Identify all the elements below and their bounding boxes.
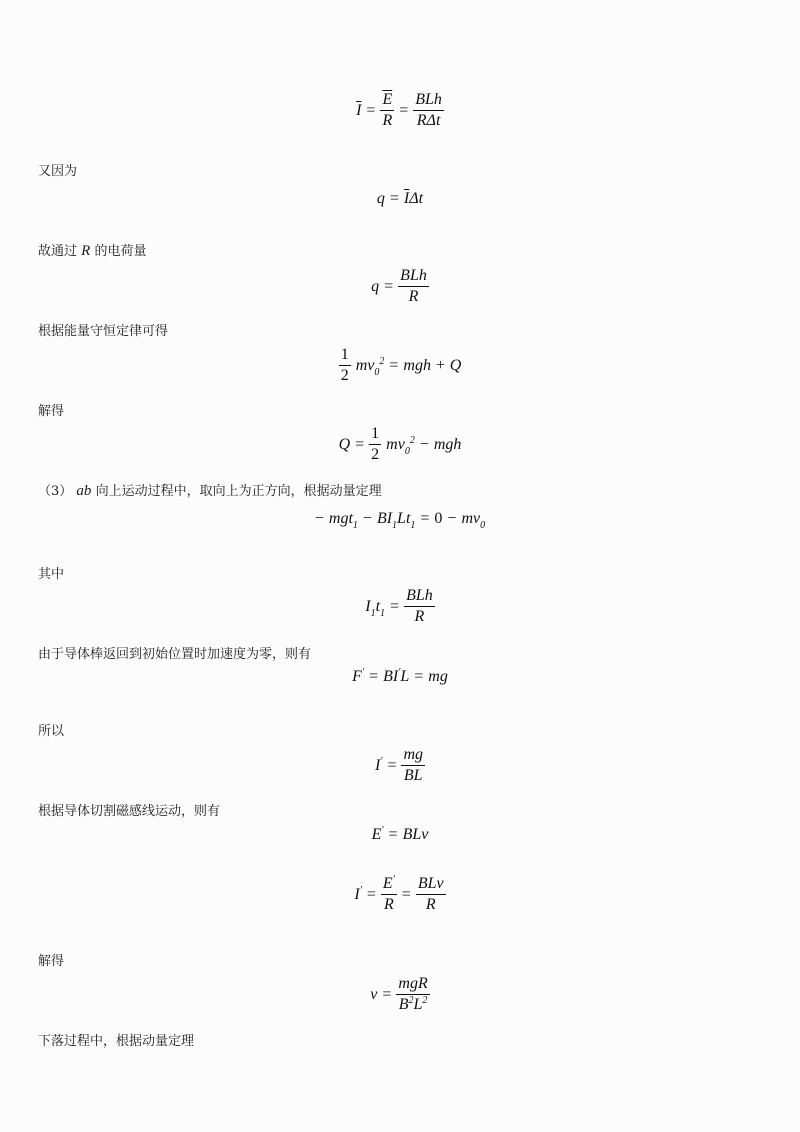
label-part-3 <box>38 480 382 500</box>
formula-impulse: $I_1t_1$ = $\frac{\text{BLh}}{R}$ <box>365 587 433 625</box>
label-cutting-field: 根据导体切割磁感线运动，则有 <box>38 804 221 819</box>
denominator: BL <box>403 767 423 784</box>
rhs: mgh + Q <box>403 356 462 374</box>
formula-charge-current: q = $\overline{I}\Delta t$ <box>376 190 424 207</box>
denominator: R <box>425 896 436 913</box>
formula-current-return: I' = $\frac{mg}{BL}$ <box>374 746 424 784</box>
subscript: 1 <box>380 607 386 619</box>
prime-mark: ' <box>392 874 395 885</box>
numerator: mgR <box>396 976 429 995</box>
formula-heat: Q = $\frac{1}{2}$ $mv_0^2$ − mgh <box>338 425 462 463</box>
superscript: 2 <box>379 355 385 367</box>
superscript: 2 <box>409 434 415 446</box>
label-part: （3） <box>38 484 73 499</box>
var-r: R <box>382 112 393 129</box>
var-l: L <box>413 996 423 1013</box>
numerator: BLv <box>416 876 446 895</box>
prime-mark: ' <box>361 667 365 678</box>
prime-mark: ' <box>398 667 401 678</box>
numerator: BLh <box>398 268 429 287</box>
var-f: F <box>352 668 362 685</box>
formula-force: F' = BI'L = mg <box>352 667 448 685</box>
label-var: R <box>81 243 91 259</box>
label-part: 的电荷量 <box>94 244 147 259</box>
formula-velocity: v = $\frac{\text{mgR}}{B^2L^2}$ <box>370 975 428 1013</box>
denominator: R <box>414 608 425 625</box>
label-solve-2: 解得 <box>38 954 65 969</box>
var-q: q <box>371 277 380 295</box>
denominator: RΔt <box>416 112 441 129</box>
label-where: 其中 <box>38 567 65 582</box>
label-var: ab <box>76 483 92 499</box>
prime-mark: ' <box>381 825 384 836</box>
label-charge-through-r <box>38 240 146 260</box>
formula-current-velocity: I' = $\frac{E'}{R}$ = $\frac{\text{BLv}}{R}$ <box>354 874 444 913</box>
label-therefore: 所以 <box>38 724 65 739</box>
subscript: 0 <box>374 366 380 378</box>
label-also-because: 又因为 <box>38 164 78 179</box>
formula-average-current: $\overline{I}$ = $\frac{\overline{E}}{R}$ = $\frac{\text{BLh}}{\text{RΔt}}$ <box>356 91 442 129</box>
var-e: E <box>382 875 393 892</box>
label-energy-conservation: 根据能量守恒定律可得 <box>38 324 169 339</box>
denominator: R <box>408 288 419 305</box>
formula-momentum-up: − mgt$_1$ − $BI_1Lt_1$ = 0 − $mv_0$ <box>314 510 486 531</box>
denominator: 2 <box>371 446 380 463</box>
var-i: I <box>374 756 381 774</box>
formula-energy: $\frac{1}{2}$ $mv_0^2$ = mgh + Q <box>340 346 462 384</box>
numerator: BLh <box>413 92 444 111</box>
term: BI <box>376 510 393 527</box>
term-mv: mv <box>355 356 375 374</box>
label-part: 向上运动过程中，取向上为正方向，根据动量定理 <box>95 484 382 499</box>
subscript: 1 <box>370 607 376 619</box>
var-dt: Δt <box>409 190 424 207</box>
denominator: 2 <box>340 367 349 384</box>
term: mgt <box>328 510 353 527</box>
var-v: v <box>370 985 378 1003</box>
rhs: mgh <box>433 435 462 453</box>
var-i: $\overline{I}$ <box>356 101 362 119</box>
formula-emf: E' = BLv <box>371 825 429 843</box>
term: BI <box>383 668 399 685</box>
var-e: E <box>371 826 382 843</box>
superscript: 2 <box>408 995 414 1006</box>
numerator: mg <box>401 747 425 766</box>
subscript: 0 <box>480 520 486 531</box>
rhs: BLv <box>402 826 429 843</box>
var-i: $\overline{I}$ <box>403 190 410 207</box>
var-q: Q <box>338 435 351 453</box>
prime-mark: ' <box>359 884 362 896</box>
subscript: 1 <box>410 520 416 531</box>
rhs: mg <box>428 668 448 685</box>
label-return-condition: 由于导体棒返回到初始位置时加速度为零，则有 <box>38 647 312 662</box>
term: mv <box>461 510 481 527</box>
numerator: BLh <box>404 588 435 607</box>
var-i: I <box>365 597 371 615</box>
term-mv: mv <box>386 435 405 453</box>
subscript: 1 <box>392 520 398 531</box>
subscript: 0 <box>404 445 410 457</box>
var-b: B <box>398 996 409 1013</box>
var-i: I <box>354 885 360 903</box>
prime-mark: ' <box>380 755 383 767</box>
subscript: 1 <box>352 520 358 531</box>
zero: 0 <box>434 510 443 527</box>
label-falling-momentum: 下落过程中，根据动量定理 <box>38 1034 195 1049</box>
var-t: t <box>375 597 381 615</box>
var-e: $\overline{E}$ <box>380 92 394 111</box>
numerator: 1 <box>369 426 381 445</box>
label-part: 故通过 <box>38 244 78 259</box>
label-solve: 解得 <box>38 404 65 419</box>
formula-charge: q = $\frac{\text{BLh}}{R}$ <box>371 267 427 305</box>
denominator: R <box>383 896 394 913</box>
term: L <box>400 668 410 685</box>
superscript: 2 <box>422 995 428 1006</box>
numerator: 1 <box>339 347 351 366</box>
var-q: q <box>376 190 385 207</box>
term: Lt <box>397 510 411 527</box>
